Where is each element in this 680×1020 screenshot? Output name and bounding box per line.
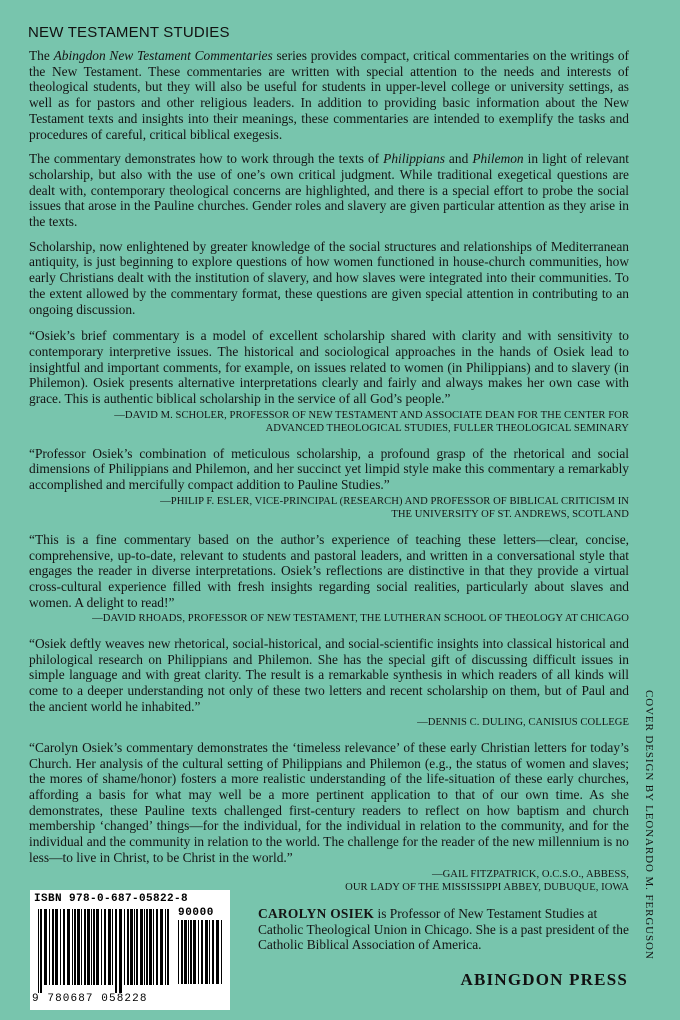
book-title-philemon: Philemon	[472, 151, 524, 167]
barcode-bar	[181, 920, 183, 984]
barcode-bar	[193, 920, 196, 984]
barcode-bar	[127, 909, 129, 985]
endorsement-quote: “Osiek’s brief commentary is a model of excellent scholarship shared with clarity and with sensitivity to contemporary interpretive issues. The historical and sociological approaches in the hands of Osiek lead to insightful and important comments, for example, on issues related to women (in Philippians) and to slavery (in Philemon). Osiek presents alternative interpretations clearly and fairly and always makes her own case with grace. This is authentic biblical scholarship in the service of all God’s people.”	[29, 328, 629, 407]
barcode-bar	[60, 909, 61, 985]
author-name: CAROLYN OSIEK	[258, 906, 375, 921]
endorsement-attribution	[29, 612, 629, 626]
intro-paragraph-3: Scholarship, now enlightened by greater knowledge of the social structures and relationships of Mediterranean antiquity, is just beginning to explore questions of how women functioned in house-church communities, how early Christians dealt with the institution of slavery, and how slaves were integrated into their communities. To the extent allowed by the commentary format, these questions are given special attention in contributing to an ongoing discussion.	[29, 238, 629, 317]
attribution-line: —DAVID M. SCHOLER, PROFESSOR OF NEW TESTAMENT AND ASSOCIATE DEAN FOR THE CENTER FOR	[114, 409, 629, 421]
isbn-label: ISBN 978-0-687-05822-8	[34, 893, 189, 905]
barcode-bar	[74, 909, 76, 985]
barcode-bar	[91, 909, 92, 985]
back-cover-text	[29, 24, 629, 895]
barcode-bar	[198, 920, 199, 984]
barcode-bar	[178, 920, 179, 984]
barcode-bar	[221, 920, 222, 984]
intro-text: The commentary demonstrates how to work through the texts of	[29, 151, 384, 167]
endorsement-quote: “Carolyn Osiek’s commentary demonstrates the ‘timeless relevance’ of these early Christian letters for today’s Church. Her analysis of the cultural setting of Philippians and Philemon (e.g., the status of women and slaves; the mores of shame/honor) fosters a more realistic understanding of the life-situation of these early churches, affording a basis for what may well be a more pertinent application to that of our own time. As she demonstrates, these Pauline texts challenged first-century readers to reflect on how baptism and church membership ‘changed’ things—for the individual, for the individual in relation to the community, and for the individual and the community in relation to the world. The challenge for the reader of the new millennium is no less—to live in Christ, to be Christ in the world.”	[29, 739, 629, 865]
barcode-bar	[209, 920, 210, 984]
barcode-bar	[93, 909, 95, 985]
barcode-bar	[201, 920, 203, 984]
barcode-bar	[77, 909, 80, 985]
intro-paragraph-2	[29, 151, 629, 230]
barcode-bar	[144, 909, 145, 985]
cover-design-credit: COVER DESIGN BY LEONARDO M. FERGUSON	[643, 690, 655, 960]
barcode-bar	[40, 909, 42, 993]
attribution-line: —PHILIP F. ESLER, VICE-PRINCIPAL (RESEARCH) AND PROFESSOR OF BIBLICAL CRITICISM IN	[160, 495, 629, 507]
attribution-line: ADVANCED THEOLOGICAL STUDIES, FULLER THEOLOGICAL SEMINARY	[265, 423, 629, 435]
endorsement-attribution	[29, 409, 629, 436]
series-title: Abingdon New Testament Commentaries	[53, 48, 273, 63]
barcode-bar	[190, 920, 192, 984]
attribution-line: —DENNIS C. DULING, CANISIUS COLLEGE	[417, 717, 629, 729]
barcode-bar	[81, 909, 82, 985]
intro-paragraph-1	[29, 48, 629, 142]
barcode-bar	[205, 920, 208, 984]
barcode-bar	[160, 909, 163, 985]
barcode-bar	[153, 909, 154, 985]
page-heading: NEW TESTAMENT STUDIES	[28, 24, 230, 41]
barcode-bar	[124, 909, 125, 985]
barcode-bar	[119, 909, 122, 993]
barcode-bar	[67, 909, 70, 985]
price-barcode-bars	[178, 920, 224, 992]
intro-text: in light of relevant scholarship, but also with the use of one’s own critical judgment. While traditional exegetical questions are dealt with, contemporary theological concerns are highlighted, and there is a special effort to probe the social issues that arose in the Pauline churches. Gender roles and slavery are given particular attention as they arise in the texts.	[29, 151, 630, 230]
barcode-bar	[101, 909, 102, 985]
intro-text: and	[444, 151, 473, 167]
endorsement-quote: “This is a fine commentary based on the author’s experience of teaching these letters—clear, concise, comprehensive, up-to-date, relevant to students and pastoral leaders, and written in a conversational style that engages the reader in diverse interpretations. Osiek’s reflections are distinctive in that they provide a virtual cross-cultural experience filled with fresh insights regarding social realities, particularly about slaves and women. A delight to read!”	[29, 531, 629, 610]
barcode-bar	[63, 909, 65, 985]
barcode-bar	[212, 920, 214, 984]
barcode-bar	[72, 909, 73, 985]
barcode-bar	[134, 909, 135, 985]
endorsement-attribution	[29, 495, 629, 522]
barcode-bar	[136, 909, 138, 985]
barcode-bar	[188, 920, 189, 984]
barcode-bar	[44, 909, 47, 985]
attribution-line: OUR LADY OF THE MISSISSIPPI ABBEY, DUBUQUE, IOWA	[345, 882, 629, 894]
barcode-bar	[146, 909, 148, 985]
ean-digits: 9 780687 058228	[32, 993, 148, 1005]
author-bio	[258, 906, 630, 953]
intro-text: The	[29, 48, 54, 63]
barcode-bar	[184, 920, 187, 984]
barcode-bar	[87, 909, 90, 985]
attribution-line: —DAVID RHOADS, PROFESSOR OF NEW TESTAMENT, THE LUTHERAN SCHOOL OF THEOLOGY AT CHICAGO	[92, 613, 629, 625]
barcode-bar	[149, 909, 152, 985]
barcode-bar	[156, 909, 158, 985]
author-bio-text: is Professor of New Testament Studies at Catholic Theological Union in Chicago. She is a past president of the Catholic Biblical Association of America.	[258, 906, 629, 953]
barcode-bar	[165, 909, 166, 985]
attribution-line: THE UNIVERSITY OF ST. ANDREWS, SCOTLAND	[391, 509, 629, 521]
ean-barcode-bars	[38, 909, 172, 993]
endorsement-quote: “Osiek deftly weaves new rhetorical, social-historical, and social-scientific insights into classical historical and philological research on Philippians and Philemon. She has the special gift of discussing difficult issues in simple language and with great clarity. The result is a remarkable synthesis in which readers of all kinds will come to a deeper understanding not only of these two letters and recent scholarship on them, but of Paul and the ancient world he inhabited.”	[29, 635, 629, 714]
barcode-bar	[115, 909, 117, 993]
barcode-bar	[112, 909, 113, 985]
barcode-bar	[130, 909, 133, 985]
barcode-bar	[84, 909, 86, 985]
endorsement-quote: “Professor Osiek’s combination of meticulous scholarship, a profound grasp of the rhetorical and social dimensions of Philippians and Philemon, and her succinct yet limpid style make this commentary a remarkably accomplished and mercifully compact addition to Pauline Studies.”	[29, 445, 629, 493]
barcode-bar	[52, 909, 54, 985]
barcode-bar	[38, 909, 39, 993]
barcode-bar	[108, 909, 111, 985]
barcode-bar	[55, 909, 58, 985]
endorsement-attribution	[29, 716, 629, 730]
publisher-name: ABINGDON PRESS	[460, 970, 628, 989]
barcode-bar	[140, 909, 143, 985]
book-title-philippians: Philippians	[383, 151, 445, 167]
barcode-bar	[104, 909, 106, 985]
attribution-line: —GAIL FITZPATRICK, O.C.S.O., ABBESS,	[431, 868, 629, 880]
barcode-bar	[167, 909, 169, 985]
barcode-bar	[216, 920, 219, 984]
price-code: 90000	[178, 907, 215, 919]
intro-text: series provides compact, critical commentaries on the writings of the New Testament. These commentaries are written with special attention to the needs and interests of theological students, but they will also be useful for students in upper-level college or university settings, as well as for pastors and other religious leaders. In addition to providing basic information about the New Testament texts and insights into their meanings, these commentaries are intended to exemplify the tasks and procedures of careful, critical biblical exegesis.	[29, 48, 629, 142]
barcode-bar	[49, 909, 50, 985]
isbn-barcode	[30, 890, 230, 1010]
barcode-bar	[96, 909, 99, 985]
